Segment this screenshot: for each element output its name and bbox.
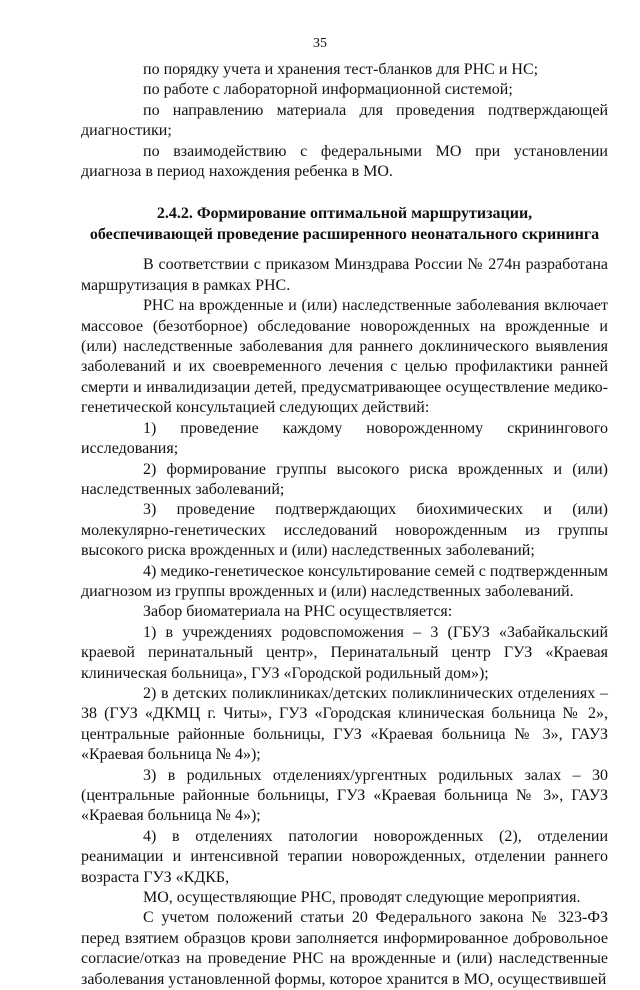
section-heading-line: обеспечивающей проведение расширенного неонатального скрининга [89,226,600,244]
paragraph: С учетом положений статьи 20 Федерального закона № 323-ФЗ перед взятием образцов крови заполняется информированное добровольное согласие/отказ на проведение РНС на врожденные и (или) наследственные заболевания установленной формы, которое хранится в МО, осуществившей [81,909,608,988]
list-item: 3) проведение подтверждающих биохимических и (или) молекулярно-генетических исследований новорожденным из группы высокого риска врожденных и (или) наследственных заболеваний; [81,501,608,560]
page-content [81,60,608,990]
section-heading [81,203,608,245]
list-item: по порядку учета и хранения тест-бланков для РНС и НС; [143,61,539,78]
list-item: 1) проведение каждому новорожденному скринингового исследования; [81,419,608,458]
paragraph: Забор биоматериала на РНС осуществляется: [143,603,453,621]
list-item: 1) в учреждениях родовспоможения – 3 (ГБУЗ «Забайкальский краевой перинатальный центр», Перинатальный центр ГУЗ «Краевая клиническая больница», ГУЗ «Городской родильный дом»); [81,623,608,682]
list-item: по работе с лабораторной информационной системой; [143,81,513,99]
paragraph: РНС на врожденные и (или) наследственные заболевания включает массовое (безотборное) обследование новорожденных на врожденные и (или) наследственные заболевания для раннего доклинического выявления заболеваний и их своевременного лечения с целью профилактики ранней смерти и инвалидизации детей, предусматривающее осуществление медико-генетической консультацией следующих действий: [81,297,608,417]
list-item: по направлению материала для проведения подтверждающей диагностики; [81,101,608,140]
list-item: по взаимодействию с федеральными МО при установлении диагноза в период нахождения ребенка в МО. [81,142,608,181]
paragraph: МО, осуществляющие РНС, проводят следующие мероприятия. [143,889,581,907]
paragraph: В соответствии с приказом Минздрава России № 274н разработана маршрутизация в рамках РНС. [81,256,608,294]
list-item: 4) в отделениях патологии новорожденных (2), отделении реанимации и интенсивной терапии новорожденных, отделении раннего возраста ГУЗ «КДКБ, [81,827,608,886]
list-item: 3) в родильных отделениях/ургентных родильных залах – 30 (центральные районные больницы, ГУЗ «Краевая больница № 3», ГАУЗ «Краевая больница № 4»); [81,766,608,825]
section-heading-line: 2.4.2. Формирование оптимальной маршрутизации, [156,205,533,223]
list-item: 2) формирование группы высокого риска врожденных и (или) наследственных заболеваний; [81,460,608,498]
list-item: 4) медико-генетическое консультирование семей с подтвержденным диагнозом из группы врожденных и (или) наследственных заболеваний. [81,562,608,600]
list-item: 2) в детских поликлиниках/детских поликлинических отделениях – 38 (ГУЗ «ДКМЦ г. Читы», ГУЗ «Городская клиническая больница № 2», центральные районные больницы, ГУЗ «Краевая больница № 3», ГАУЗ «Краевая больница № 4»); [81,684,608,764]
page-number: 35 [313,36,327,51]
